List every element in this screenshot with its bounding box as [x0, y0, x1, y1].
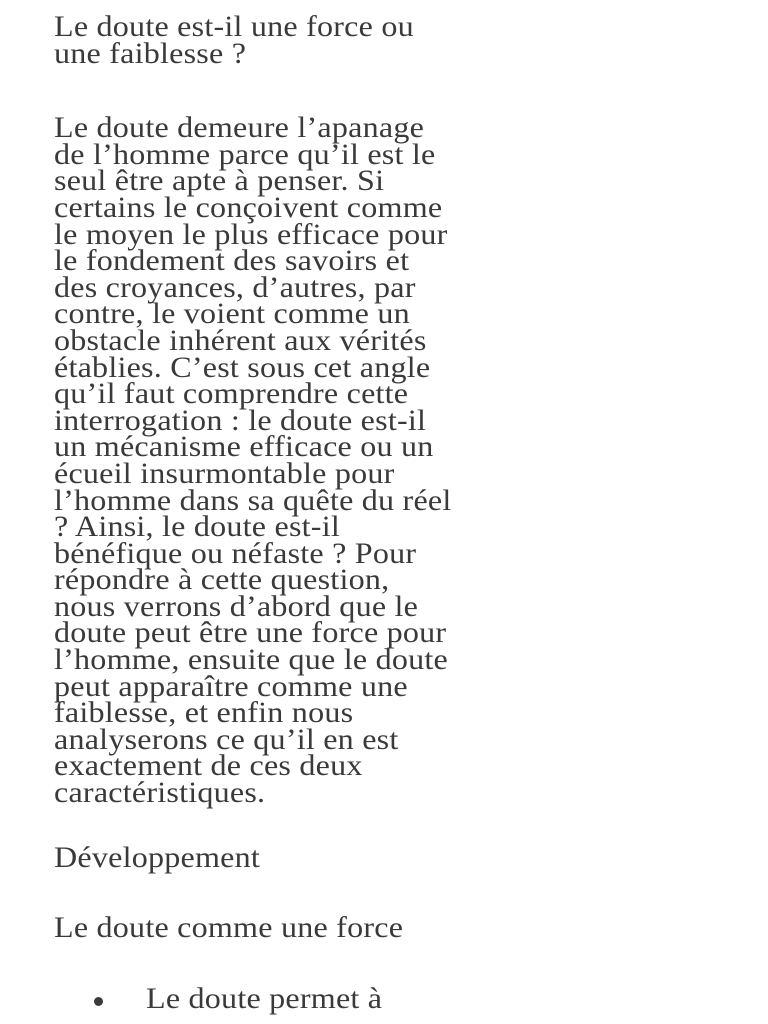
paragraph-line: bénéfique ou néfaste ? Pour — [54, 536, 417, 570]
paragraph-line: le fondement des savoirs et — [54, 244, 410, 278]
paragraph-line: Le doute demeure l’apanage — [54, 111, 425, 145]
paragraph-line: l’homme, ensuite que le doute — [54, 643, 448, 677]
paragraph-line: contre, le voient comme un — [54, 297, 410, 331]
paragraph-line: exactement de ces deux — [54, 749, 363, 783]
paragraph-line: nous verrons d’abord que le — [54, 589, 419, 623]
paragraph-line: de l’homme parce qu’il est le — [54, 137, 436, 171]
section-heading — [54, 840, 714, 874]
bullet-icon — [94, 997, 103, 1006]
paragraph-line: qu’il faut comprendre cette — [54, 377, 409, 411]
list-item — [54, 981, 714, 1015]
paragraph-line: écueil insurmontable pour — [54, 456, 395, 490]
section-heading-text: Développement — [54, 840, 261, 874]
paragraph-line: faiblesse, et enfin nous — [54, 696, 354, 730]
title-line: une faiblesse ? — [54, 36, 247, 70]
document-page — [54, 10, 714, 1015]
paragraph-line: seul être apte à penser. Si — [54, 164, 385, 198]
paragraph-line: peut apparaître comme une — [54, 669, 408, 703]
paragraph-line: analyserons ce qu’il en est — [54, 722, 399, 756]
paragraph-line: l’homme dans sa quête du réel — [54, 483, 452, 517]
paragraph-line: interrogation : le doute est-il — [54, 403, 427, 437]
introduction-paragraph — [54, 111, 714, 810]
title-line: Le doute est-il une force ou — [54, 10, 414, 43]
list-item-text: Le doute permet à — [146, 981, 383, 1015]
bullet-list — [54, 981, 714, 1015]
paragraph-line: répondre à cette question, — [54, 563, 390, 597]
subsection-heading-text: Le doute comme une force — [54, 911, 404, 945]
paragraph-line: ? Ainsi, le doute est-il — [54, 510, 340, 544]
paragraph-line: obstacle inhérent aux vérités — [54, 323, 427, 357]
subsection-heading — [54, 911, 714, 945]
paragraph-line: des croyances, d’autres, par — [54, 270, 416, 304]
paragraph-line: établies. C’est sous cet angle — [54, 350, 431, 384]
paragraph-line: doute peut être une force pour — [54, 616, 447, 650]
paragraph-line: le moyen le plus efficace pour — [54, 217, 448, 251]
paragraph-line: caractéristiques. — [54, 776, 266, 810]
document-title — [54, 10, 714, 70]
paragraph-line: un mécanisme efficace ou un — [54, 430, 434, 464]
paragraph-line: certains le conçoivent comme — [54, 190, 443, 224]
